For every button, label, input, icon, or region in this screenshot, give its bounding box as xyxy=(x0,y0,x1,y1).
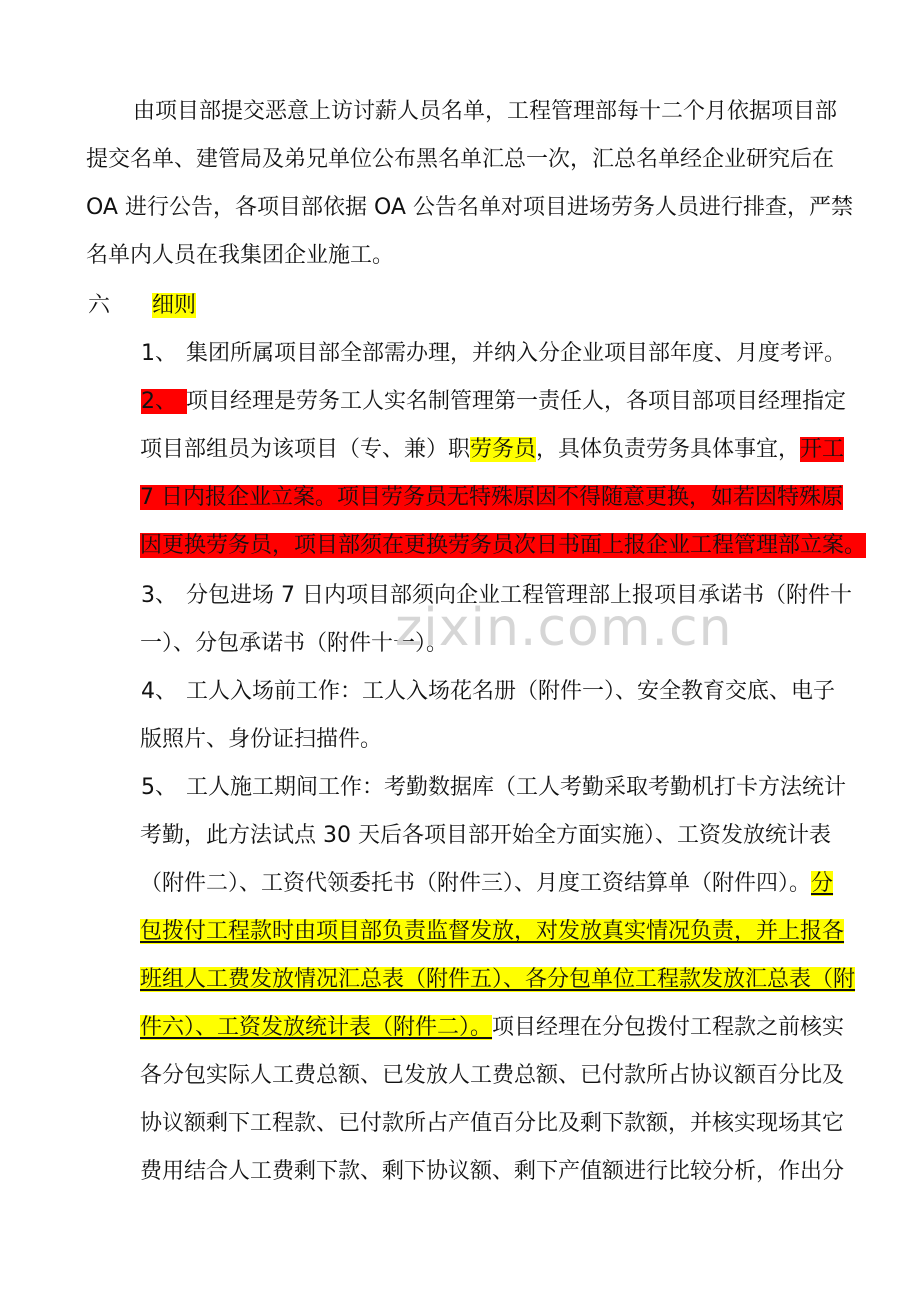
item-2-line-2a: 项目部组员为该项目（专、兼）职 xyxy=(140,437,471,462)
item-2-number xyxy=(141,378,187,426)
item-2-line-3-text: 7 日内报企业立案。项目劳务员无特殊原因不得随意更换，如若因特殊原 xyxy=(140,485,843,510)
item-5-line-4-text: 包拨付工程款时由项目部负责监督发放，对发放真实情况负责，并上报各 xyxy=(140,919,845,944)
item-1-text: 集团所属项目部全部需办理，并纳入分企业项目部年度、月度考评。 xyxy=(186,341,847,366)
item-2-number-text: 2、 xyxy=(141,389,187,414)
item-2-line-4-text: 因更换劳务员，项目部须在更换劳务员次日书面上报企业工程管理部立案。 xyxy=(140,533,867,558)
item-4-number: 4、 xyxy=(141,679,177,704)
item-5-line-7: 各分包实际人工费总额、已发放人工费总额、已付款所占协议额百分比及 xyxy=(140,1063,845,1088)
section-title xyxy=(152,282,196,330)
item-2-highlight-laowuyuan: 劳务员 xyxy=(470,437,537,462)
item-3-line-1: 分包进场 7 日内项目部须向企业工程管理部上报项目承诺书（附件十 xyxy=(186,583,852,608)
item-5-line-6a: 件六）、工资发放统计表（附件二）。 xyxy=(140,1015,493,1040)
item-5-line-2: 考勤，此方法试点 30 天后各项目部开始全方面实施）、工资发放统计表 xyxy=(140,823,831,848)
item-2-line-3 xyxy=(140,474,843,522)
item-2-line-2c: ，具体负责劳务具体事宜， xyxy=(536,437,801,462)
item-5-line-3b: 分 xyxy=(811,871,834,896)
item-5-line-9: 费用结合人工费剩下款、剩下协议额、剩下产值额进行比较分析，作出分 xyxy=(140,1159,845,1184)
item-2-line-2 xyxy=(140,426,844,474)
item-2-highlight-kaigong: 开工 xyxy=(800,437,845,462)
item-5-line-3 xyxy=(140,860,833,908)
intro-line-2: 提交名单、建管局及弟兄单位公布黑名单汇总一次，汇总名单经企业研究后在 xyxy=(86,147,835,172)
section-title-text: 细则 xyxy=(152,293,197,318)
item-4-line-1: 工人入场前工作：工人入场花名册（附件一）、安全教育交底、电子 xyxy=(186,679,836,704)
item-5-line-5 xyxy=(140,956,855,1004)
item-5-line-5-text: 班组人工费发放情况汇总表（附件五）、各分包单位工程款发放汇总表（附 xyxy=(140,967,856,992)
item-5-line-1: 工人施工期间工作：考勤数据库（工人考勤采取考勤机打卡方法统计 xyxy=(186,775,847,800)
item-5-line-6b: 项目经理在分包拨付工程款之前核实 xyxy=(492,1015,845,1040)
intro-line-1: 由项目部提交恶意上访讨薪人员名单，工程管理部每十二个月依据项目部 xyxy=(133,99,838,124)
item-3-line-2: 一）、分包承诺书（附件十一）。 xyxy=(140,631,449,656)
intro-line-3: OA 进行公告，各项目部依据 OA 公告名单对项目进场劳务人员进行排查，严禁 xyxy=(86,195,853,220)
item-5-number: 5、 xyxy=(141,775,177,800)
item-3-number: 3、 xyxy=(141,583,177,608)
item-2-line-4 xyxy=(140,522,866,570)
section-number: 六 xyxy=(88,293,111,318)
intro-line-4: 名单内人员在我集团企业施工。 xyxy=(86,243,395,268)
item-2-line-1: 项目经理是劳务工人实名制管理第一责任人，各项目部项目经理指定 xyxy=(186,389,847,414)
item-4-line-2: 版照片、身份证扫描件。 xyxy=(140,727,383,752)
item-5-line-6 xyxy=(140,1004,844,1052)
item-5-line-3a: （附件二）、工资代领委托书（附件三）、月度工资结算单（附件四）。 xyxy=(140,871,812,896)
item-5-line-4 xyxy=(140,908,844,956)
item-1-number: 1、 xyxy=(141,341,177,366)
item-5-line-8: 协议额剩下工程款、已付款所占产值百分比及剩下款额，并核实现场其它 xyxy=(140,1111,845,1136)
watermark: zixin.com.cn xyxy=(395,598,733,658)
